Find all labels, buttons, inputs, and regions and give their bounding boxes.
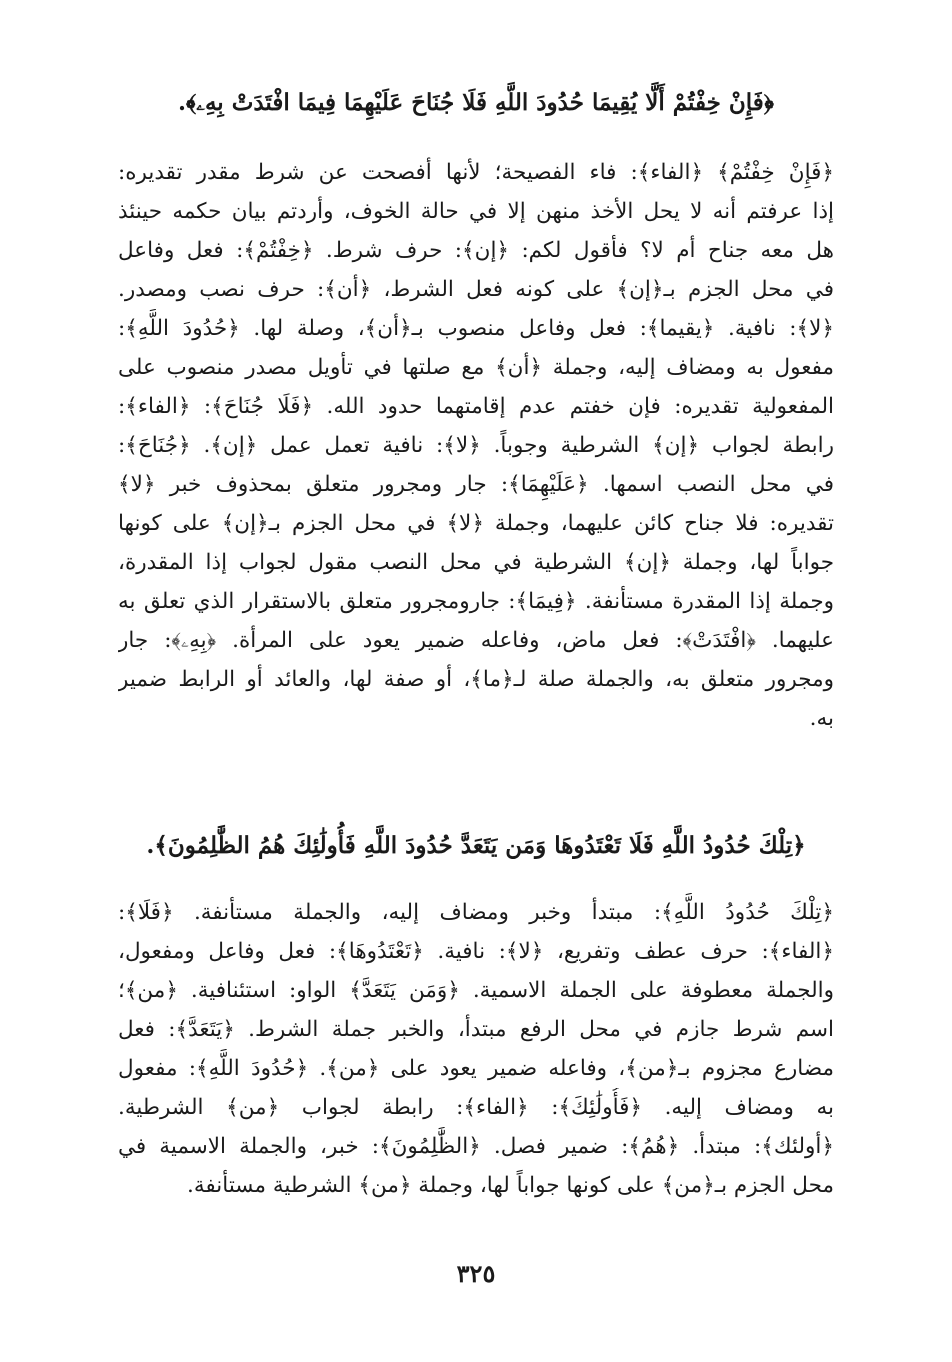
text-line: في محل النصب اسمها. ﴿عَلَيْهِمَا﴾: جار ومجرور متعلق بمحذوف خبر ﴿لا﴾ (118, 472, 834, 497)
text-line: مضارع مجزوم بـ﴿من﴾، وفاعله ضمير يعود على ﴿من﴾. ﴿حُدُودَ اللَّهِ﴾: مفعول (118, 1056, 834, 1081)
text-line: مفعول به ومضاف إليه، وجملة ﴿أن﴾ مع صلتها في تأويل مصدر منصوب على (118, 355, 834, 380)
text-line: جواباً لها، وجملة ﴿إن﴾ الشرطية في محل النصب مقول لجواب إذا المقدرة، (118, 550, 834, 575)
text-line: ﴿تِلْكَ حُدُودُ اللَّهِ﴾: مبتدأ وخبر ومضاف إليه، والجملة مستأنفة. ﴿فَلَا﴾: (118, 900, 834, 925)
text-line: في محل الجزم بـ﴿إن﴾ على كونه فعل الشرط، ﴿أن﴾: حرف نصب ومصدر. (118, 277, 834, 302)
commentary-paragraph (118, 153, 834, 738)
text-line: هل معه جناح أم لا؟ فأقول لكم: ﴿إن﴾: حرف شرط. ﴿خِفْتُمْ﴾: فعل وفاعل (118, 238, 834, 263)
text-line: ﴿الفاء﴾: حرف عطف وتفريع، ﴿لا﴾: نافية. ﴿تَعْتَدُوهَا﴾: فعل وفاعل ومفعول، (118, 939, 834, 964)
text-line: ﴿فَإِنْ خِفْتُمْ﴾ ﴿الفاء﴾: فاء الفصيحة؛ لأنها أفصحت عن شرط مقدر تقديره: (118, 160, 834, 185)
quran-verse: ﴿تِلْكَ حُدُودُ اللَّهِ فَلَا تَعْتَدُوهَا وَمَن يَتَعَدَّ حُدُودَ اللَّهِ فَأُولَٰئِكَ هُمُ الظَّٰلِمُونَ﴾. (146, 832, 806, 859)
text-line: به. (809, 706, 834, 731)
text-line: المفعولية تقديره: فإن خفتم عدم إقامتهما حدود الله. ﴿فَلَا جُنَاحَ﴾: ﴿الفاء﴾: (118, 394, 834, 419)
text-line: عليهما. ﴿افْتَدَتْ﴾: فعل ماض، وفاعله ضمير يعود على المرأة. ﴿بِهِۦ﴾: جار (118, 628, 834, 653)
text-line: والجملة معطوفة على الجملة الاسمية. ﴿وَمَن يَتَعَدَّ﴾ الواو: استئنافية. ﴿من﴾؛ (118, 978, 834, 1003)
text-line: تقديره: فلا جناح كائن عليهما، وجملة ﴿لا﴾ في محل الجزم بـ﴿إن﴾ على كونها (118, 511, 834, 536)
quran-verse: ﴿فَإِنْ خِفْتُمْ أَلَّا يُقِيمَا حُدُودَ اللَّهِ فَلَا جُنَاحَ عَلَيْهِمَا فِيمَا افْتَدَتْ بِهِۦ﴾. (178, 89, 774, 116)
text-line: وجملة إذا المقدرة مستأنفة. ﴿فِيمَا﴾: جارومجرور متعلق بالاستقرار الذي تعلق به (118, 589, 834, 614)
text-line: اسم شرط جازم في محل الرفع مبتدأ، والخبر جملة الشرط. ﴿يَتَعَدَّ﴾: فعل (118, 1017, 834, 1042)
text-line: ﴿لا﴾: نافية. ﴿يقيما﴾: فعل وفاعل منصوب بـ﴿أن﴾، وصلة لها. ﴿حُدُودَ اللَّهِ﴾: (118, 316, 834, 341)
page-number: ٣٢٥ (456, 1259, 496, 1288)
text-line: رابطة لجواب ﴿إن﴾ الشرطية وجوباً. ﴿لا﴾: نافية تعمل عمل ﴿إن﴾. ﴿جُنَاحَ﴾: (118, 433, 834, 458)
text-line: ومجرور متعلق به، والجملة صلة لـ﴿ما﴾، أو صفة لها، والعائد أو الرابط ضمير (118, 667, 834, 692)
commentary-paragraph (118, 893, 834, 1205)
text-line: به ومضاف إليه. ﴿فَأُولَٰئِكَ﴾: ﴿الفاء﴾: رابطة لجواب ﴿من﴾ الشرطية. (118, 1095, 834, 1120)
text-line: ﴿أولئك﴾: مبتدأ. ﴿هُمُ﴾: ضمير فصل. ﴿الظَّٰلِمُونَ﴾: خبر، والجملة الاسمية في (118, 1134, 834, 1159)
text-line: إذا عرفتم أنه لا يحل الأخذ منهن إلا في حالة الخوف، وأردتم بيان حكمه حينئذ (118, 199, 834, 224)
text-line: محل الجزم بـ﴿من﴾ على كونها جواباً لها، وجملة ﴿من﴾ الشرطية مستأنفة. (187, 1173, 834, 1198)
